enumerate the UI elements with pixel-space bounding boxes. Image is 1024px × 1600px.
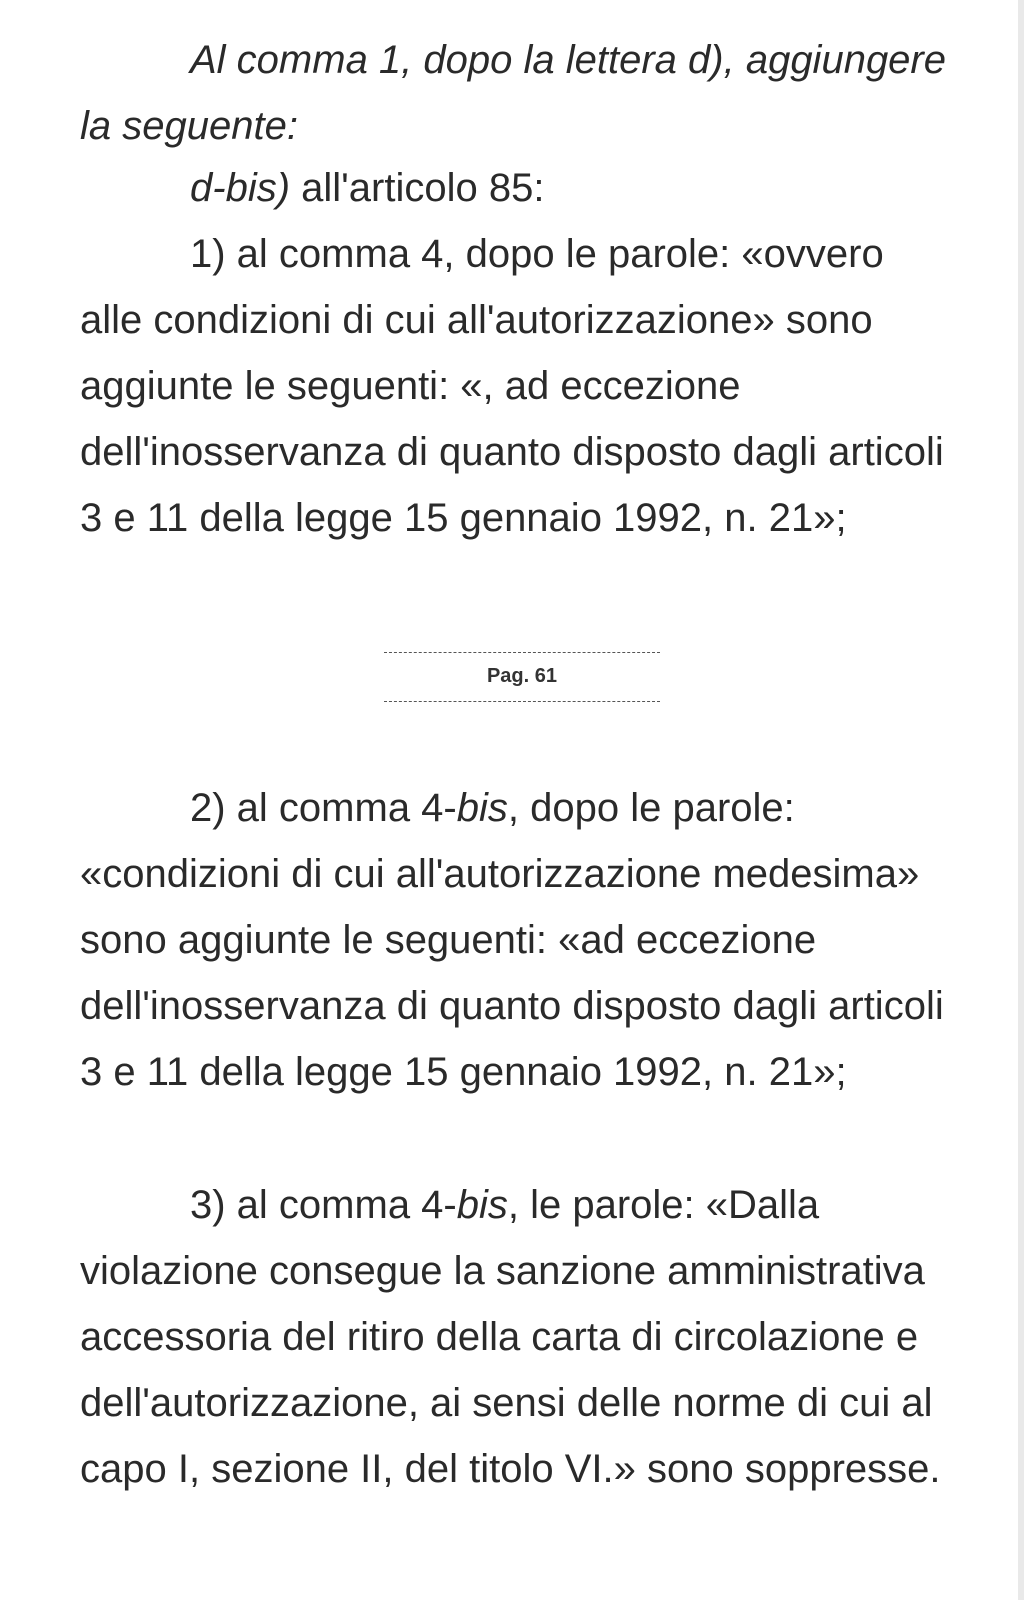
item-3-paragraph	[80, 1172, 952, 1502]
item-3-prefix: 3) al comma 4-	[190, 1183, 457, 1227]
item-2-bis: bis	[456, 786, 508, 830]
amendment-intro: Al comma 1, dopo la lettera d), aggiungere la seguente:	[80, 38, 946, 148]
item-3-bis: bis	[456, 1183, 508, 1227]
item-1-paragraph: 1) al comma 4, dopo le parole: «ovvero alle condizioni di cui all'autorizzazione» sono aggiunte le seguenti: «, ad eccezione dell'inosservanza di quanto disposto dagli articoli 3 e 11 della legge 15 gennaio 1992, n. 21»;	[80, 232, 944, 540]
page-number-marker: Pag. 61	[384, 652, 660, 702]
item-2-rest: , dopo le parole: «condizioni di cui all'autorizzazione medesima» sono aggiunte le seguenti: «ad eccezione dell'inosservanza di quanto disposto dagli articoli 3 e 11 della legge 15 gennaio 1992, n. 21»;	[80, 786, 944, 1094]
dbis-heading	[80, 155, 952, 221]
dbis-text: all'articolo 85:	[290, 166, 545, 210]
dbis-label: d-bis)	[190, 166, 291, 210]
item-3-rest: , le parole: «Dalla violazione consegue la sanzione amministrativa accessoria del ritiro della carta di circolazione e dell'autorizzazione, ai sensi delle norme di cui al capo I, sezione II, del titolo VI.» sono soppresse.	[80, 1183, 941, 1491]
item-2-paragraph	[80, 775, 952, 1105]
item-2-prefix: 2) al comma 4-	[190, 786, 457, 830]
scroll-edge	[1018, 0, 1024, 1600]
